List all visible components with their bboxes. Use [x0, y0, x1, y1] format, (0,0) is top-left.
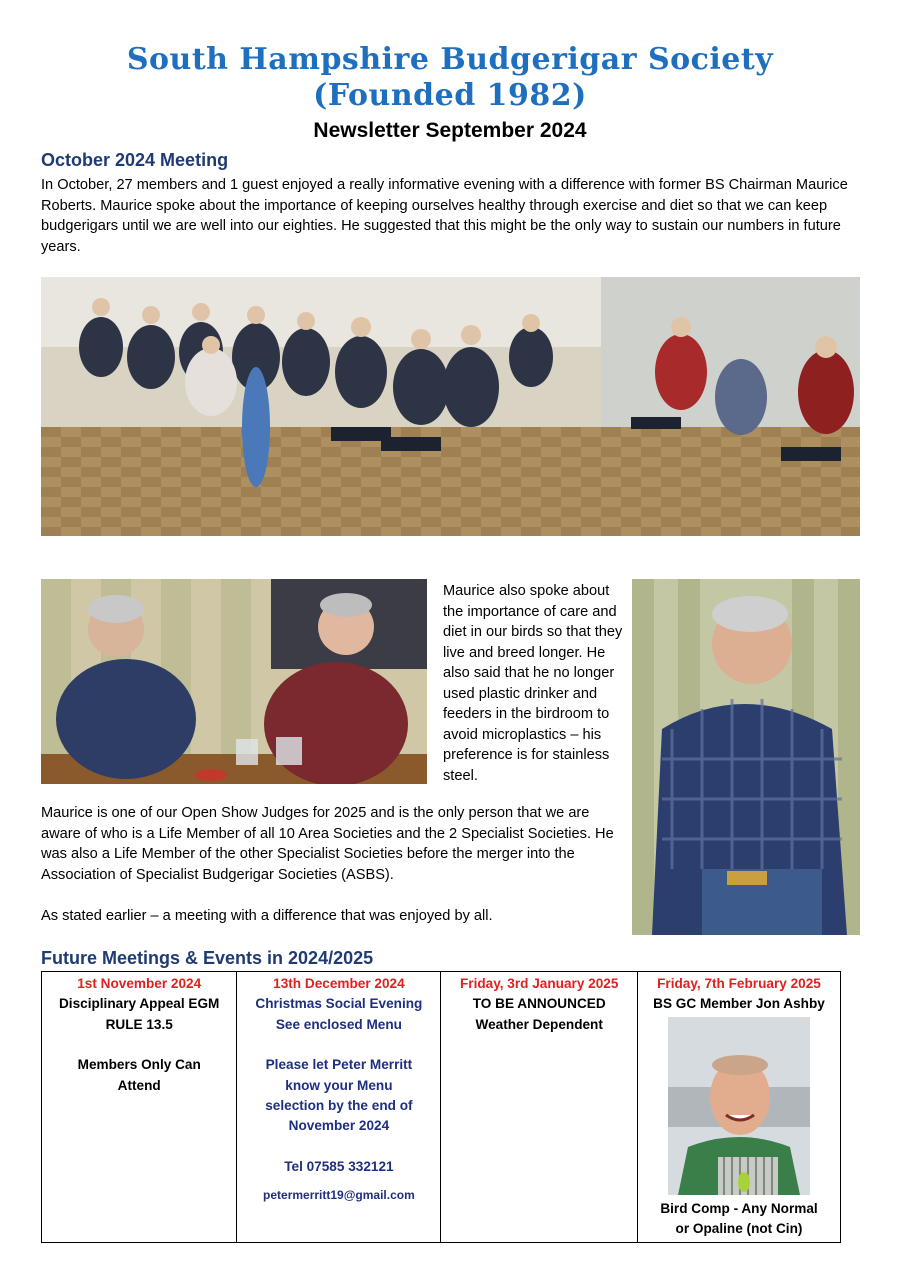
event-date: 13th December 2024: [273, 976, 405, 991]
care-diet-text: Maurice also spoke about the importance of care and diet in our birds so that they live and breed longer. He also said that he no longer used plastic drinker and feeders in the birdroom to avoid microplastics – his preference is for stainless steel.: [443, 583, 623, 784]
meeting-intro: In October, 27 members and 1 guest enjoyed a really informative evening with a difference with former BS Chairman Maurice Roberts. Maurice spoke about the importance of keeping ourselves healthy through exercise and diet so that we can keep budgerigars until we are well into our eighties. He suggested that this might be the only way to sustain our numbers in future years.: [41, 177, 848, 255]
event-line: RULE 13.5: [105, 1016, 173, 1032]
event-line: know your Menu: [285, 1077, 393, 1093]
event-line: or Opaline (not Cin): [675, 1221, 803, 1237]
event-line: Attend: [117, 1077, 161, 1093]
event-line: BS GC Member Jon Ashby: [653, 996, 825, 1012]
newsletter-title: Newsletter September 2024: [313, 119, 587, 142]
event-date: Friday, 3rd January 2025: [459, 976, 619, 991]
event-line: Please let Peter Merritt: [265, 1057, 413, 1073]
event-tel: Tel 07585 332121: [284, 1158, 394, 1174]
event-cell-november: [42, 972, 237, 1243]
event-cell-january: [441, 972, 638, 1243]
events-row: [42, 972, 841, 1243]
events-heading: Future Meetings & Events in 2024/2025: [41, 948, 374, 968]
event-line: Disciplinary Appeal EGM: [58, 996, 220, 1012]
speaker-photo: [632, 579, 860, 935]
closing-text: As stated earlier – a meeting with a difference that was enjoyed by all.: [41, 908, 493, 924]
judges-text: Maurice is one of our Open Show Judges for 2025 and is the only person that we are aware of who is a Life Member of all 10 Area Societies and the 2 Specialist Societies. He was also a Life Member of the other Specialist Societies before the merger into the Association of Specialist Budgerigar Societies (ASBS).: [41, 805, 614, 883]
event-cell-december: [237, 972, 441, 1243]
event-email[interactable]: petermerritt19@gmail.com: [263, 1188, 415, 1203]
event-line: Members Only Can: [77, 1057, 201, 1073]
event-date: 1st November 2024: [77, 976, 202, 991]
event-line: TO BE ANNOUNCED: [472, 996, 606, 1012]
society-title: South Hampshire Budgerigar Society: [126, 42, 774, 77]
seated-men-photo: [41, 579, 427, 784]
event-line: Christmas Social Evening: [255, 996, 423, 1012]
group-photo: [41, 277, 860, 536]
meeting-heading: October 2024 Meeting: [41, 150, 229, 170]
speaker-portrait: [668, 1017, 810, 1195]
event-line: November 2024: [288, 1118, 390, 1134]
event-line: Bird Comp - Any Normal: [660, 1200, 818, 1216]
society-founded: (Founded 1982): [313, 78, 587, 113]
event-line: Weather Dependent: [475, 1016, 603, 1032]
event-line: See enclosed Menu: [275, 1016, 402, 1032]
event-cell-february: [637, 972, 840, 1243]
events-table: [41, 971, 841, 1243]
event-line: selection by the end of: [265, 1098, 413, 1114]
event-date: Friday, 7th February 2025: [657, 976, 821, 991]
